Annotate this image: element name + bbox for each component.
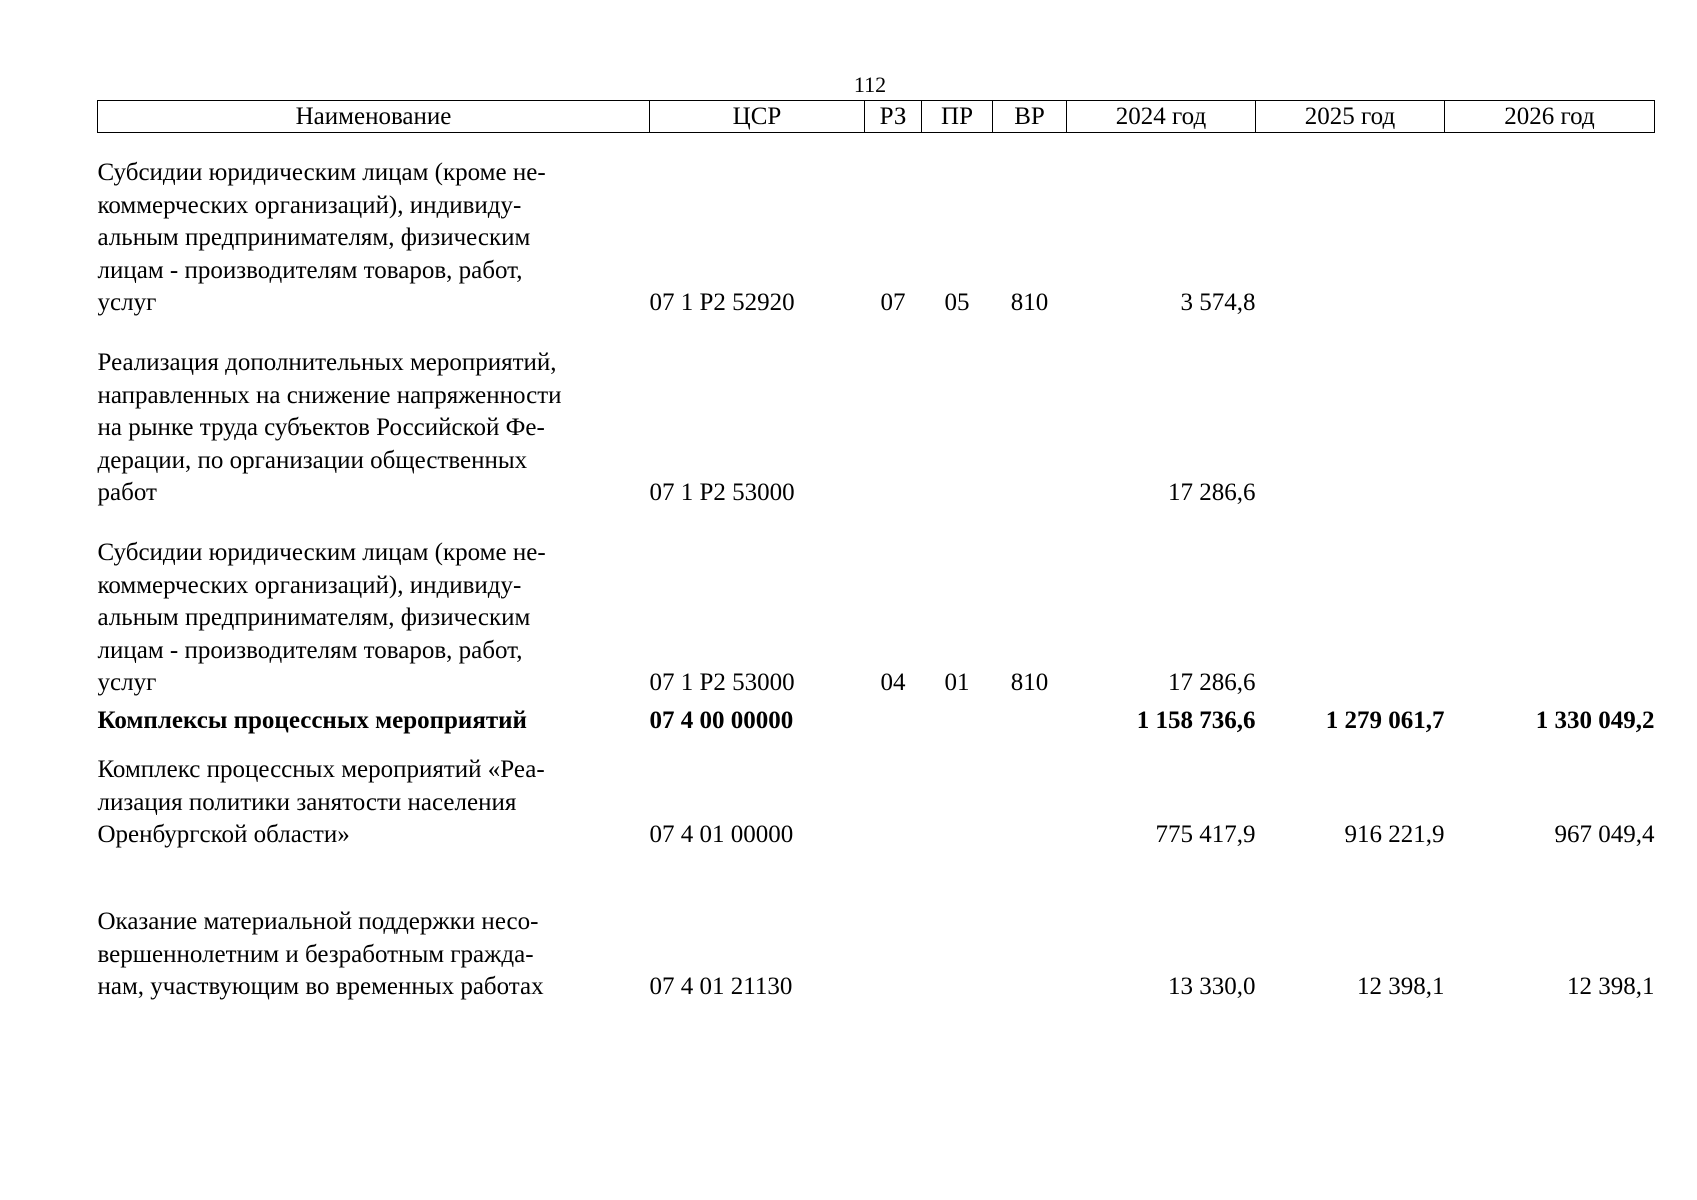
row-name bbox=[98, 320, 650, 510]
row-vr bbox=[993, 852, 1067, 1004]
name-line: услуг bbox=[97, 669, 157, 696]
row-value-2024: 775 417,9 bbox=[1155, 821, 1256, 848]
name-line: лизация политики занятости населения bbox=[97, 788, 517, 816]
column-header-name: Наименование bbox=[98, 101, 650, 133]
name-line: вершеннолетним и безработным гражда- bbox=[97, 940, 534, 968]
row-value-2026: 12 398,1 bbox=[1567, 973, 1655, 1000]
row-csr: 07 1 Р2 52920 bbox=[649, 289, 795, 316]
row-csr: 07 4 01 21130 bbox=[649, 973, 793, 1000]
name-line: Субсидии юридическим лицам (кроме не- bbox=[97, 159, 546, 186]
name-line: Оказание материальной поддержки несо- bbox=[97, 908, 539, 935]
row-pr bbox=[922, 700, 993, 738]
row-value-2026 bbox=[1445, 320, 1655, 510]
name-line: дерации, по организации общественных bbox=[97, 446, 528, 474]
row-name bbox=[98, 738, 650, 852]
page-number: 112 bbox=[853, 72, 887, 97]
row-csr: 07 1 Р2 53000 bbox=[649, 479, 795, 506]
row-name bbox=[98, 133, 650, 320]
row-vr bbox=[993, 320, 1067, 510]
table-row bbox=[98, 738, 1655, 852]
row-rz bbox=[865, 852, 922, 1004]
column-header-2024: 2024 год bbox=[1067, 101, 1256, 133]
name-line: альным предпринимателям, физическим bbox=[97, 224, 531, 251]
row-value-2025 bbox=[1256, 320, 1445, 510]
name-line: Комплексы процессных мероприятий bbox=[97, 707, 527, 734]
column-header-2026: 2026 год bbox=[1445, 101, 1655, 133]
row-name bbox=[98, 700, 650, 738]
column-header-vr: ВР bbox=[993, 101, 1067, 133]
row-name bbox=[98, 510, 650, 700]
name-line: услуг bbox=[97, 289, 157, 316]
row-value-2024: 1 158 736,6 bbox=[1136, 707, 1256, 734]
name-line: на рынке труда субъектов Российской Фе- bbox=[97, 414, 545, 441]
column-header-pr: ПР bbox=[922, 101, 993, 133]
row-rz bbox=[865, 320, 922, 510]
row-name bbox=[98, 852, 650, 1004]
table-row-group bbox=[98, 700, 1655, 738]
row-value-2025 bbox=[1256, 510, 1445, 700]
name-line: коммерческих организаций), индивиду- bbox=[97, 191, 522, 219]
row-value-2025: 1 279 061,7 bbox=[1325, 707, 1445, 734]
budget-table bbox=[97, 100, 1655, 1004]
row-rz: 04 bbox=[880, 669, 906, 696]
row-csr: 07 4 00 00000 bbox=[649, 707, 794, 734]
name-line: альным предпринимателям, физическим bbox=[97, 604, 531, 631]
table-row bbox=[98, 320, 1655, 510]
name-line: Комплекс процессных мероприятий «Реа- bbox=[97, 756, 545, 783]
row-csr: 07 4 01 00000 bbox=[649, 821, 794, 848]
row-vr bbox=[993, 738, 1067, 852]
row-value-2025: 12 398,1 bbox=[1357, 973, 1445, 1000]
column-header-rz: РЗ bbox=[865, 101, 922, 133]
name-line: Субсидии юридическим лицам (кроме не- bbox=[97, 539, 546, 566]
row-value-2024: 13 330,0 bbox=[1168, 973, 1256, 1000]
name-line: лицам - производителям товаров, работ, bbox=[97, 636, 523, 664]
row-vr: 810 bbox=[1010, 289, 1049, 316]
name-line: коммерческих организаций), индивиду- bbox=[97, 571, 522, 599]
name-line: лицам - производителям товаров, работ, bbox=[97, 256, 523, 284]
name-line: Оренбургской области» bbox=[97, 821, 350, 848]
row-rz bbox=[865, 738, 922, 852]
row-value-2025 bbox=[1256, 133, 1445, 320]
row-rz: 07 bbox=[880, 289, 906, 316]
row-value-2025: 916 221,9 bbox=[1344, 821, 1445, 848]
row-csr: 07 1 Р2 53000 bbox=[649, 669, 795, 696]
row-rz bbox=[865, 700, 922, 738]
table-header-row bbox=[98, 101, 1655, 133]
table-row bbox=[98, 510, 1655, 700]
row-value-2024: 3 574,8 bbox=[1180, 289, 1256, 316]
row-pr bbox=[922, 738, 993, 852]
name-line: Реализация дополнительных мероприятий, bbox=[97, 349, 557, 376]
row-value-2026 bbox=[1445, 510, 1655, 700]
column-header-2025: 2025 год bbox=[1256, 101, 1445, 133]
row-vr: 810 bbox=[1010, 669, 1049, 696]
row-value-2024: 17 286,6 bbox=[1168, 479, 1256, 506]
row-vr bbox=[993, 700, 1067, 738]
row-value-2026 bbox=[1445, 133, 1655, 320]
row-pr bbox=[922, 320, 993, 510]
row-pr bbox=[922, 852, 993, 1004]
table-row bbox=[98, 133, 1655, 320]
name-line: направленных на снижение напряженности bbox=[97, 381, 562, 409]
column-header-csr: ЦСР bbox=[650, 101, 865, 133]
name-line: нам, участвующим во временных работах bbox=[97, 973, 544, 1000]
row-pr: 01 bbox=[944, 669, 970, 696]
table-row bbox=[98, 852, 1655, 1004]
row-value-2024: 17 286,6 bbox=[1168, 669, 1256, 696]
row-pr: 05 bbox=[944, 289, 970, 316]
row-value-2026: 1 330 049,2 bbox=[1535, 707, 1655, 734]
name-line: работ bbox=[97, 479, 157, 506]
row-value-2026: 967 049,4 bbox=[1554, 821, 1655, 848]
